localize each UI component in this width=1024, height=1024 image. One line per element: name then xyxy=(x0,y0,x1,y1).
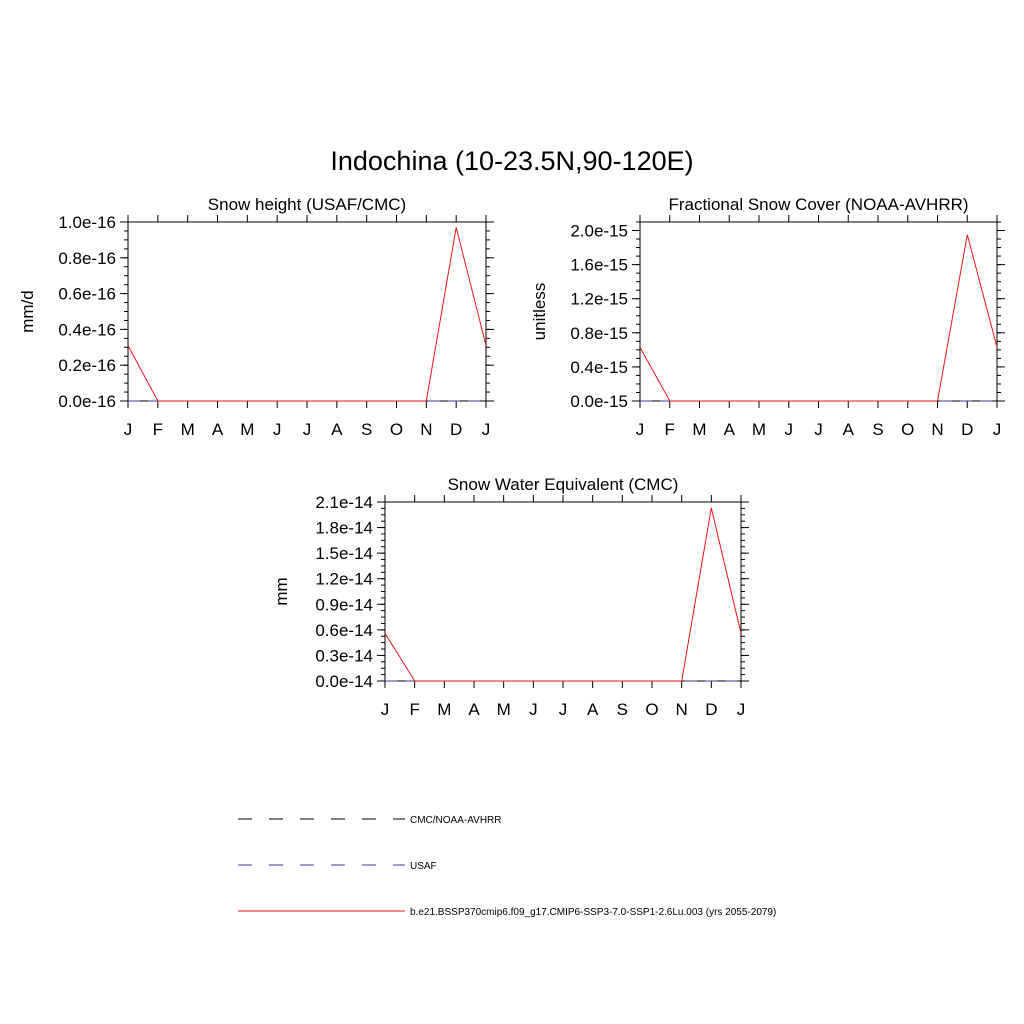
y-tick-label: 0.2e-16 xyxy=(58,356,116,376)
x-tick-label: N xyxy=(675,700,688,719)
y-tick-label: 0.6e-14 xyxy=(315,620,373,640)
x-tick-label: A xyxy=(723,420,735,439)
x-tick-label: F xyxy=(664,420,675,439)
plot-frame xyxy=(385,502,741,681)
x-tick-label: J xyxy=(736,700,746,719)
x-tick-label: J xyxy=(272,420,282,439)
y-tick-label: 1.8e-14 xyxy=(315,518,373,538)
x-tick-label: J xyxy=(123,420,133,439)
y-tick-label: 0.4e-16 xyxy=(58,320,116,340)
x-tick-label: S xyxy=(360,420,373,439)
chart-panel-2 xyxy=(530,195,1005,439)
x-tick-label: J xyxy=(635,420,645,439)
y-axis-label: mm xyxy=(272,577,291,606)
y-tick-label: 0.0e-16 xyxy=(58,392,116,411)
y-tick-label: 1.0e-16 xyxy=(58,213,116,232)
x-tick-label: M xyxy=(437,700,452,719)
x-tick-label: J xyxy=(529,700,538,719)
plot-frame xyxy=(128,222,486,401)
panel-title: Snow Water Equivalent (CMC) xyxy=(447,475,679,494)
x-tick-label: D xyxy=(450,420,463,439)
x-tick-label: J xyxy=(784,420,793,439)
x-tick-label: M xyxy=(496,700,511,719)
y-tick-label: 0.0e-15 xyxy=(570,392,628,411)
series-line xyxy=(385,508,741,681)
x-tick-label: F xyxy=(152,420,164,439)
y-tick-label: 0.6e-16 xyxy=(58,284,116,304)
x-tick-label: S xyxy=(872,420,884,439)
x-tick-label: J xyxy=(992,420,1002,439)
y-tick-label: 1.2e-14 xyxy=(315,569,373,589)
x-tick-label: D xyxy=(705,700,718,719)
x-tick-label: J xyxy=(558,700,568,719)
chart-panel-1 xyxy=(18,195,494,439)
x-tick-label: A xyxy=(842,420,854,439)
y-tick-label: 2.0e-15 xyxy=(570,221,628,241)
legend-label: CMC/NOAA-AVHRR xyxy=(410,815,502,826)
y-tick-label: 1.5e-14 xyxy=(315,544,373,564)
series-line xyxy=(640,235,997,401)
x-tick-label: J xyxy=(302,420,312,439)
x-tick-label: D xyxy=(961,420,974,439)
panel-title: Snow height (USAF/CMC) xyxy=(207,195,407,214)
y-tick-label: 0.9e-14 xyxy=(315,595,373,615)
y-tick-label: 0.3e-14 xyxy=(315,646,373,666)
legend-label: b.e21.BSSP370cmip6.f09_g17.CMIP6-SSP3-7.0-SSP1-2.6Lu.003 (yrs 2055-2079) xyxy=(410,907,777,918)
page-title: Indochina (10-23.5N,90-120E) xyxy=(330,146,694,176)
y-axis-label: unitless xyxy=(530,282,549,341)
panel-title: Fractional Snow Cover (NOAA-AVHRR) xyxy=(668,195,969,214)
series-line xyxy=(128,227,486,401)
x-tick-label: J xyxy=(380,700,390,719)
y-tick-label: 0.8e-16 xyxy=(58,248,116,268)
x-tick-label: F xyxy=(409,700,420,719)
y-tick-label: 0.4e-15 xyxy=(570,357,628,377)
legend-label: USAF xyxy=(410,861,437,872)
x-tick-label: O xyxy=(645,700,659,719)
x-tick-label: A xyxy=(586,700,599,719)
x-tick-label: J xyxy=(481,420,491,439)
x-tick-label: A xyxy=(211,420,224,439)
legend xyxy=(238,815,776,918)
y-tick-label: 1.2e-15 xyxy=(570,289,628,309)
y-tick-label: 0.8e-15 xyxy=(570,323,628,343)
x-tick-label: O xyxy=(389,420,404,439)
y-tick-label: 0.0e-14 xyxy=(315,672,373,691)
x-tick-label: M xyxy=(180,420,195,439)
chart-panel-3 xyxy=(272,475,749,719)
x-tick-label: A xyxy=(331,420,343,439)
x-tick-label: S xyxy=(616,700,629,719)
x-tick-label: O xyxy=(901,420,915,439)
x-tick-label: J xyxy=(814,420,823,439)
x-tick-label: M xyxy=(692,420,707,439)
x-tick-label: A xyxy=(468,700,480,719)
y-tick-label: 2.1e-14 xyxy=(315,493,373,512)
x-tick-label: M xyxy=(751,420,767,439)
y-tick-label: 1.6e-15 xyxy=(570,255,628,275)
plot-frame xyxy=(640,222,997,401)
x-tick-label: M xyxy=(240,420,255,439)
x-tick-label: N xyxy=(931,420,944,439)
x-tick-label: N xyxy=(420,420,433,439)
y-axis-label: mm/d xyxy=(18,290,37,333)
